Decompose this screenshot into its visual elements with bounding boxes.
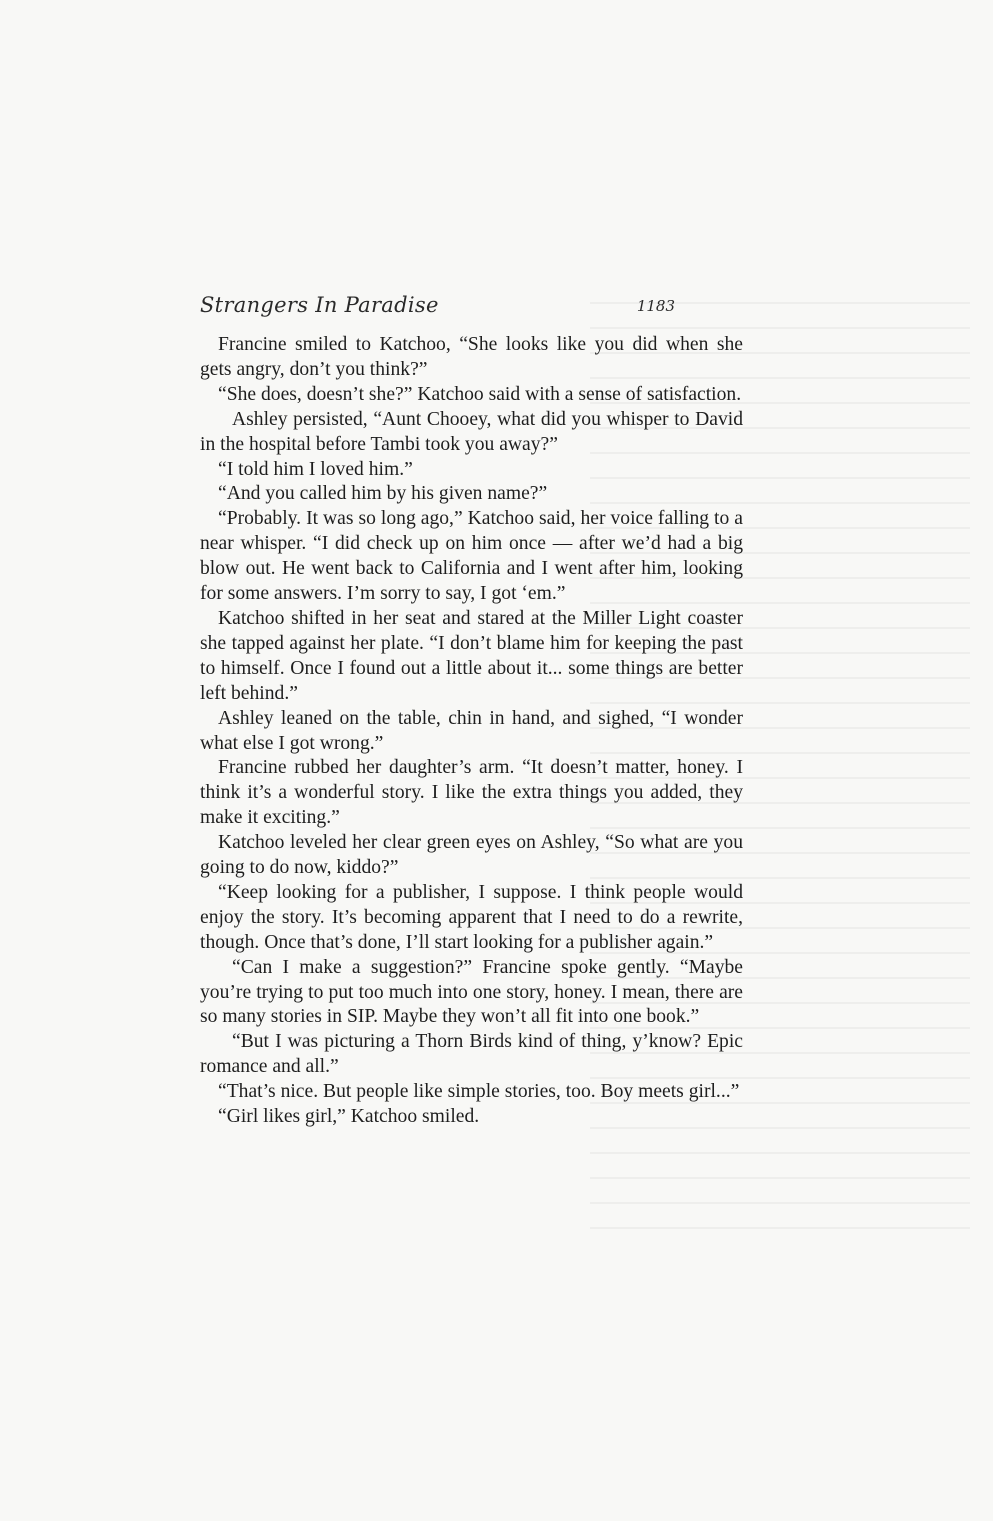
paragraph: Francine smiled to Katchoo, “She looks like you did when she gets angry, don’t you think?” — [200, 334, 743, 380]
paragraph: “And you called him by his given name?” — [218, 483, 548, 505]
running-head — [200, 293, 743, 323]
body-text — [200, 333, 743, 1130]
paragraph: Ashley persisted, “Aunt Chooey, what did you whisper to David in the hospital before Tambi took you away?” — [200, 408, 743, 455]
paragraph: “That’s nice. But people like simple stories, too. Boy meets girl...” — [218, 1081, 740, 1103]
paragraph: “She does, doesn’t she?” Katchoo said with a sense of satisfaction. — [218, 383, 742, 405]
paragraph: “But I was picturing a Thorn Birds kind of thing, y’know? Epic romance and all.” — [200, 1031, 743, 1078]
paragraph: “Probably. It was so long ago,” Katchoo said, her voice falling to a near whisper. “I did check up on him once — after we’d had a big blow out. He went back to California and I went after him, looking for some answers. I’m sorry to say, I got ‘em.” — [200, 508, 743, 605]
paragraph: “Can I make a suggestion?” Francine spoke gently. “Maybe you’re trying to put too much into one story, honey. I mean, there are so many stories in SIP. Maybe they won’t all fit into one book.” — [200, 956, 743, 1028]
paragraph: Ashley leaned on the table, chin in hand, and sighed, “I wonder what else I got wrong.” — [200, 707, 743, 754]
page-number: 1183 — [636, 297, 675, 315]
paragraph: Katchoo leveled her clear green eyes on Ashley, “So what are you going to do now, kiddo?” — [200, 832, 743, 879]
paragraph: “I told him I loved him.” — [218, 458, 413, 480]
paragraph: “Girl likes girl,” Katchoo smiled. — [218, 1106, 480, 1128]
paragraph: Katchoo shifted in her seat and stared at the Miller Light coaster she tapped against her plate. “I don’t blame him for keeping the past to himself. Once I found out a little about it... some things are better left behind.” — [200, 607, 743, 704]
book-title: Strangers In Paradise — [200, 293, 439, 317]
paragraph: Francine rubbed her daughter’s arm. “It doesn’t matter, honey. I think it’s a wonderful story. I like the extra things you added, they make it exciting.” — [200, 757, 743, 829]
paragraph: “Keep looking for a publisher, I suppose. I think people would enjoy the story. It’s becoming apparent that I need to do a rewrite, though. Once that’s done, I’ll start looking for a publisher again.” — [200, 881, 743, 953]
